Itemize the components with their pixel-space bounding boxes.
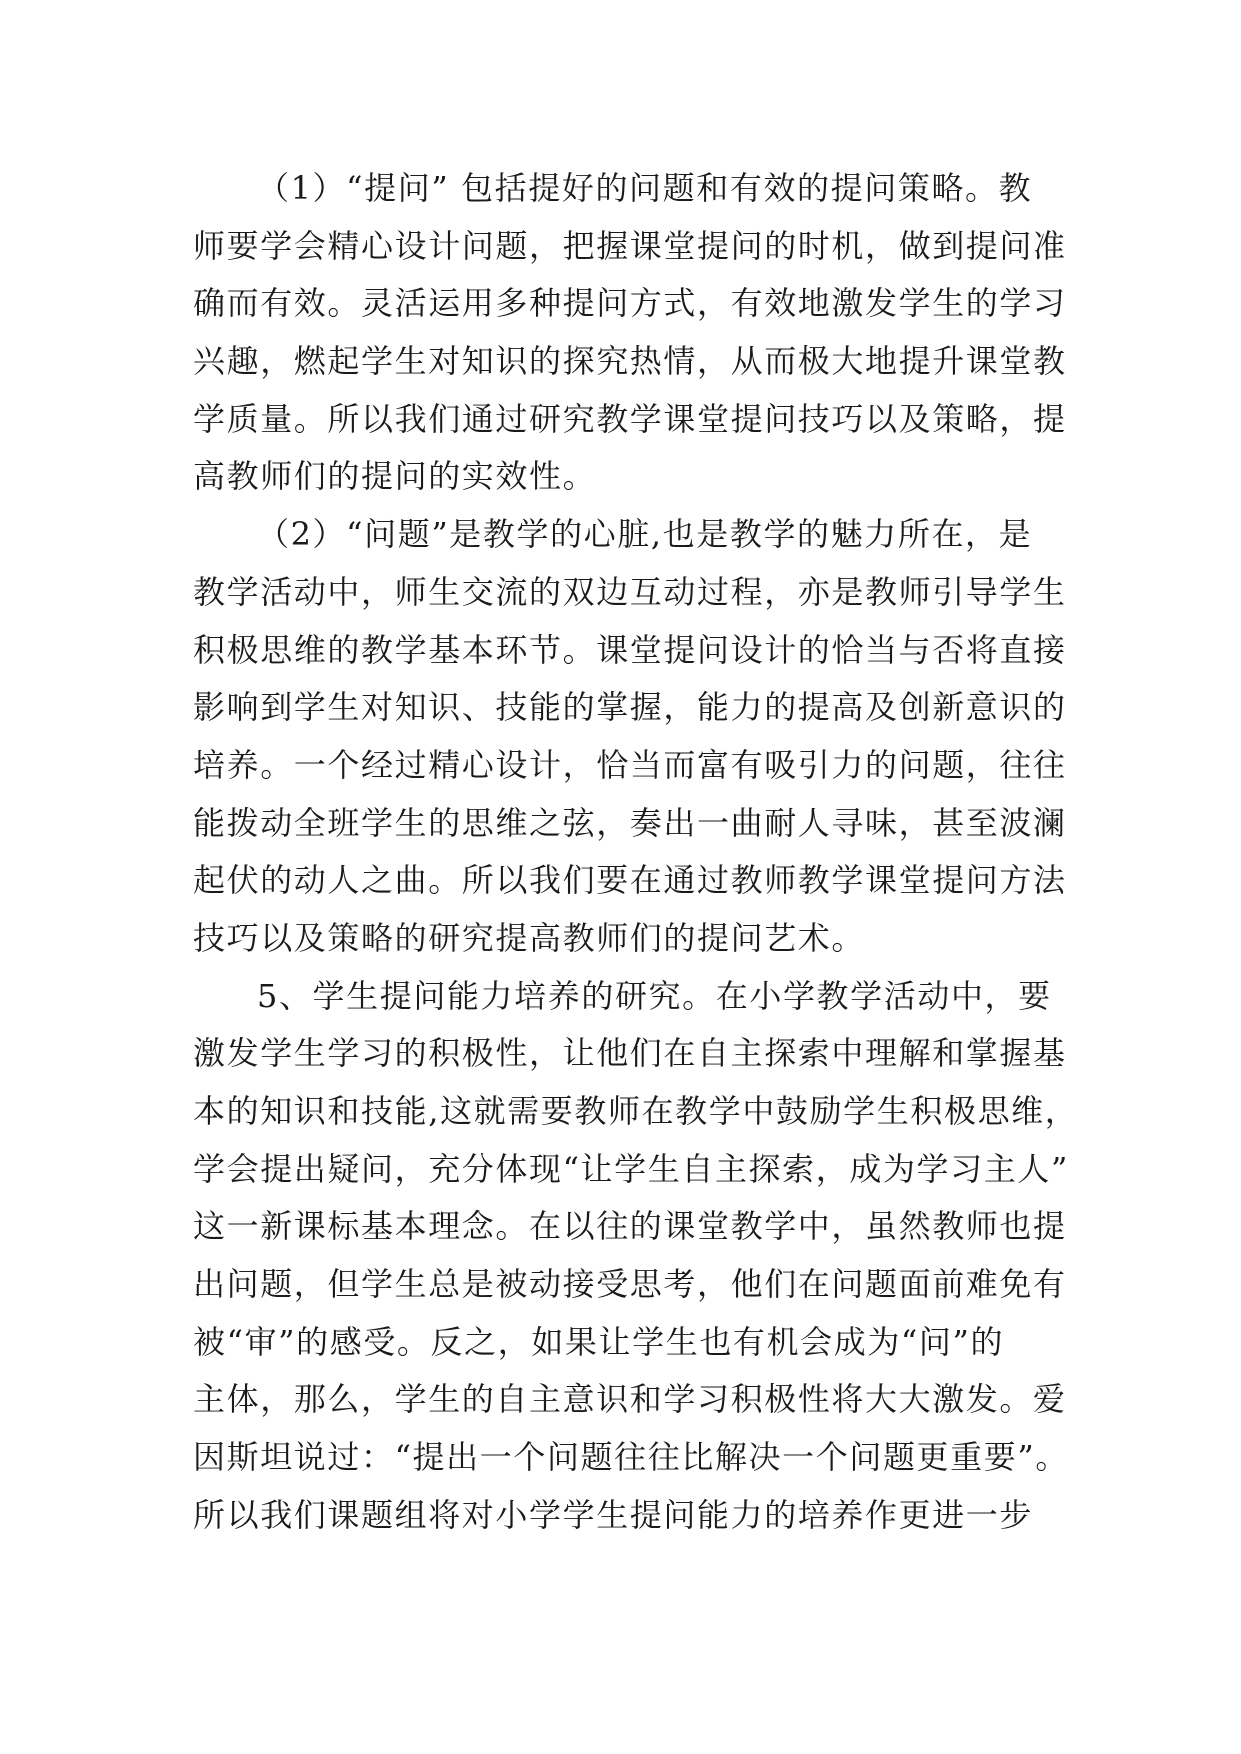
text-line: 学质量。所以我们通过研究教学课堂提问技巧以及策略，提 [193,399,1067,438]
body-text [193,160,1079,1545]
text-line: 积极思维的教学基本环节。课堂提问设计的恰当与否将直接 [193,630,1067,669]
text-line: 兴趣，燃起学生对知识的探究热情，从而极大地提升课堂教 [193,342,1067,381]
text-line: 高教师们的提问的实效性。 [193,457,597,496]
text-line: （2）“问题”是教学的心脏,也是教学的魅力所在，是 [257,515,1033,554]
text-line: （1）“提问” 包括提好的问题和有效的提问策略。教 [257,169,1033,207]
text-line: 本的知识和技能,这就需要教师在教学中鼓励学生积极思维， [193,1092,1079,1130]
text-line: 师要学会精心设计问题，把握课堂提问的时机，做到提问准 [193,226,1067,265]
text-line: 这一新课标基本理念。在以往的课堂教学中，虽然教师也提 [193,1207,1067,1246]
text-line: 所以我们课题组将对小学学生提问能力的培养作更进一步 [193,1495,1034,1534]
text-line: 激发学生学习的积极性，让他们在自主探索中理解和掌握基 [193,1034,1067,1073]
text-line: 主体，那么，学生的自主意识和学习积极性将大大激发。爱 [193,1380,1067,1419]
text-line: 学会提出疑问，充分体现“让学生自主探索，成为学习主人” [193,1149,1069,1188]
text-line: 被“审”的感受。反之，如果让学生也有机会成为“问”的 [193,1322,1005,1361]
text-line: 能拨动全班学生的思维之弦，奏出一曲耐人寻味，甚至波澜 [193,803,1067,842]
text-line: 技巧以及策略的研究提高教师们的提问艺术。 [193,918,866,957]
text-line: 教学活动中，师生交流的双边互动过程，亦是教师引导学生 [193,572,1067,611]
text-line: 5、学生提问能力培养的研究。在小学教学活动中，要 [257,976,1052,1015]
text-line: 起伏的动人之曲。所以我们要在通过教师教学课堂提问方法 [193,861,1067,900]
text-line: 确而有效。灵活运用多种提问方式，有效地激发学生的学习 [193,284,1067,323]
text-line: 因斯坦说过：“提出一个问题往往比解决一个问题更重要”。 [193,1438,1069,1477]
text-line: 影响到学生对知识、技能的掌握，能力的提高及创新意识的 [193,688,1067,727]
text-line: 培养。一个经过精心设计，恰当而富有吸引力的问题，往往 [193,745,1067,784]
text-line: 出问题，但学生总是被动接受思考，他们在问题面前难免有 [193,1265,1067,1304]
